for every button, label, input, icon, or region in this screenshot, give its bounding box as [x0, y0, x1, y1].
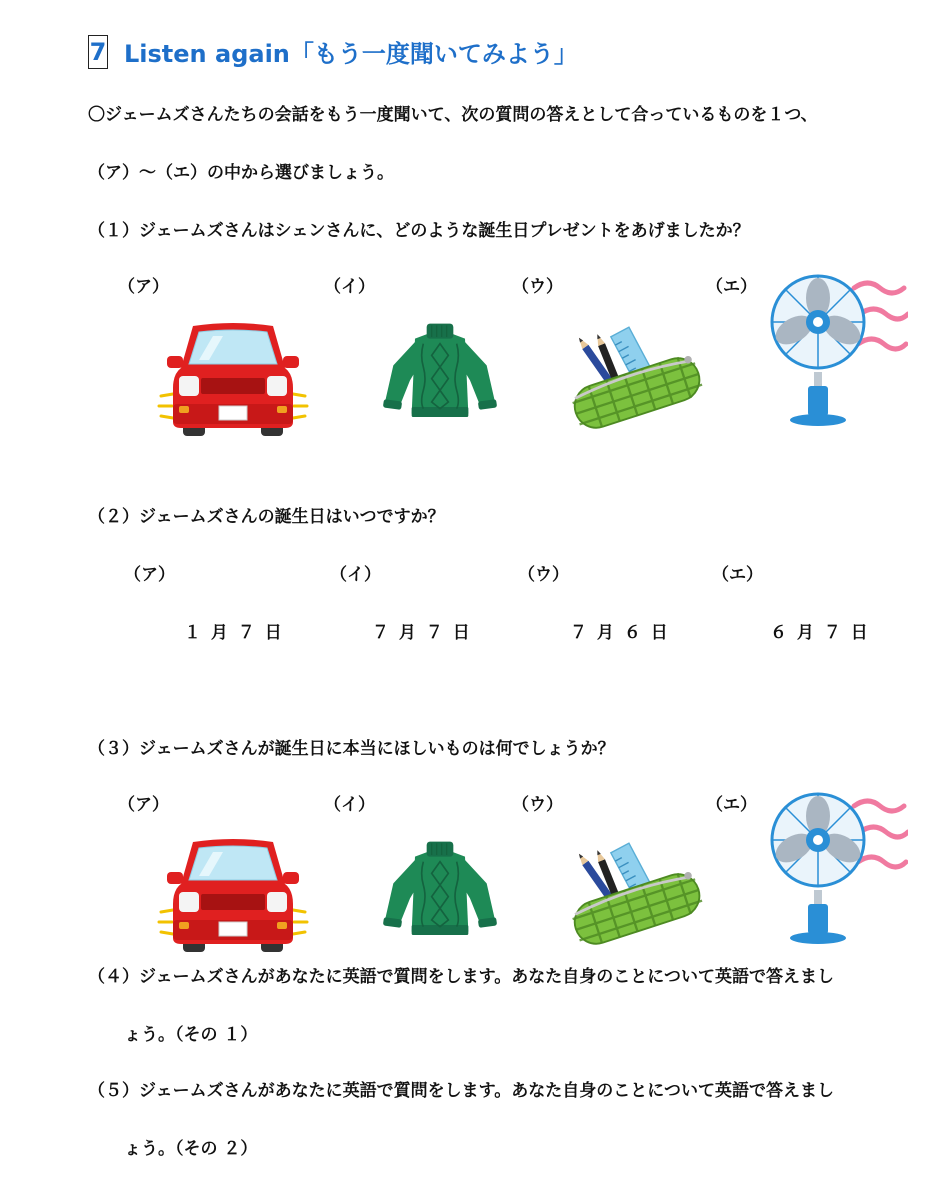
q1-option-c[interactable]: （ウ）: [512, 277, 563, 297]
q3-option-d[interactable]: （エ）: [706, 795, 757, 815]
q2-date-d: ６ 月 ７ 日: [770, 623, 870, 643]
q2-option-d[interactable]: （エ）: [712, 565, 763, 585]
question-5-line-1: （５）ジェームズさんがあなたに英語で質問をします。あなた自身のことについて英語で答えまし: [88, 1081, 834, 1101]
sweater-icon[interactable]: [368, 840, 512, 940]
question-4-line-2: ょう。（その １）: [124, 1025, 258, 1045]
fan-icon[interactable]: [768, 268, 908, 438]
q2-date-c: ７ 月 ６ 日: [570, 623, 670, 643]
q1-option-a[interactable]: （ア）: [118, 277, 169, 297]
question-1-text: （１）ジェームズさんはシェンさんに、どのような誕生日プレゼントをあげましたか？: [88, 221, 750, 241]
instruction-line-1: 〇ジェームズさんたちの会話をもう一度聞いて、次の質問の答えとして合っているものを１つ、: [88, 105, 818, 125]
q1-option-d[interactable]: （エ）: [706, 277, 757, 297]
pencil-case-icon[interactable]: [560, 834, 710, 946]
q3-option-a[interactable]: （ア）: [118, 795, 169, 815]
car-icon[interactable]: [148, 834, 318, 954]
question-3-text: （３）ジェームズさんが誕生日に本当にほしいものは何でしょうか？: [88, 739, 615, 759]
q2-date-a: １ 月 ７ 日: [184, 623, 284, 643]
section-number: 7: [88, 35, 108, 69]
q2-date-b: ７ 月 ７ 日: [372, 623, 472, 643]
q2-option-a[interactable]: （ア）: [124, 565, 175, 585]
q3-option-c[interactable]: （ウ）: [512, 795, 563, 815]
question-2-text: （２）ジェームズさんの誕生日はいつですか？: [88, 507, 445, 527]
q2-option-c[interactable]: （ウ）: [518, 565, 569, 585]
page-title: Listen again「もう一度聞いてみよう」: [124, 40, 578, 68]
car-icon[interactable]: [148, 318, 318, 438]
question-4-line-1: （４）ジェームズさんがあなたに英語で質問をします。あなた自身のことについて英語で答えまし: [88, 967, 834, 987]
question-5-line-2: ょう。（その ２）: [124, 1139, 258, 1159]
instruction-line-2: （ア）～（エ）の中から選びましょう。: [88, 163, 394, 183]
q1-option-b[interactable]: （イ）: [324, 277, 375, 297]
sweater-icon[interactable]: [368, 322, 512, 422]
q3-option-b[interactable]: （イ）: [324, 795, 375, 815]
q2-option-b[interactable]: （イ）: [330, 565, 381, 585]
fan-icon[interactable]: [768, 786, 908, 956]
pencil-case-icon[interactable]: [560, 318, 710, 430]
